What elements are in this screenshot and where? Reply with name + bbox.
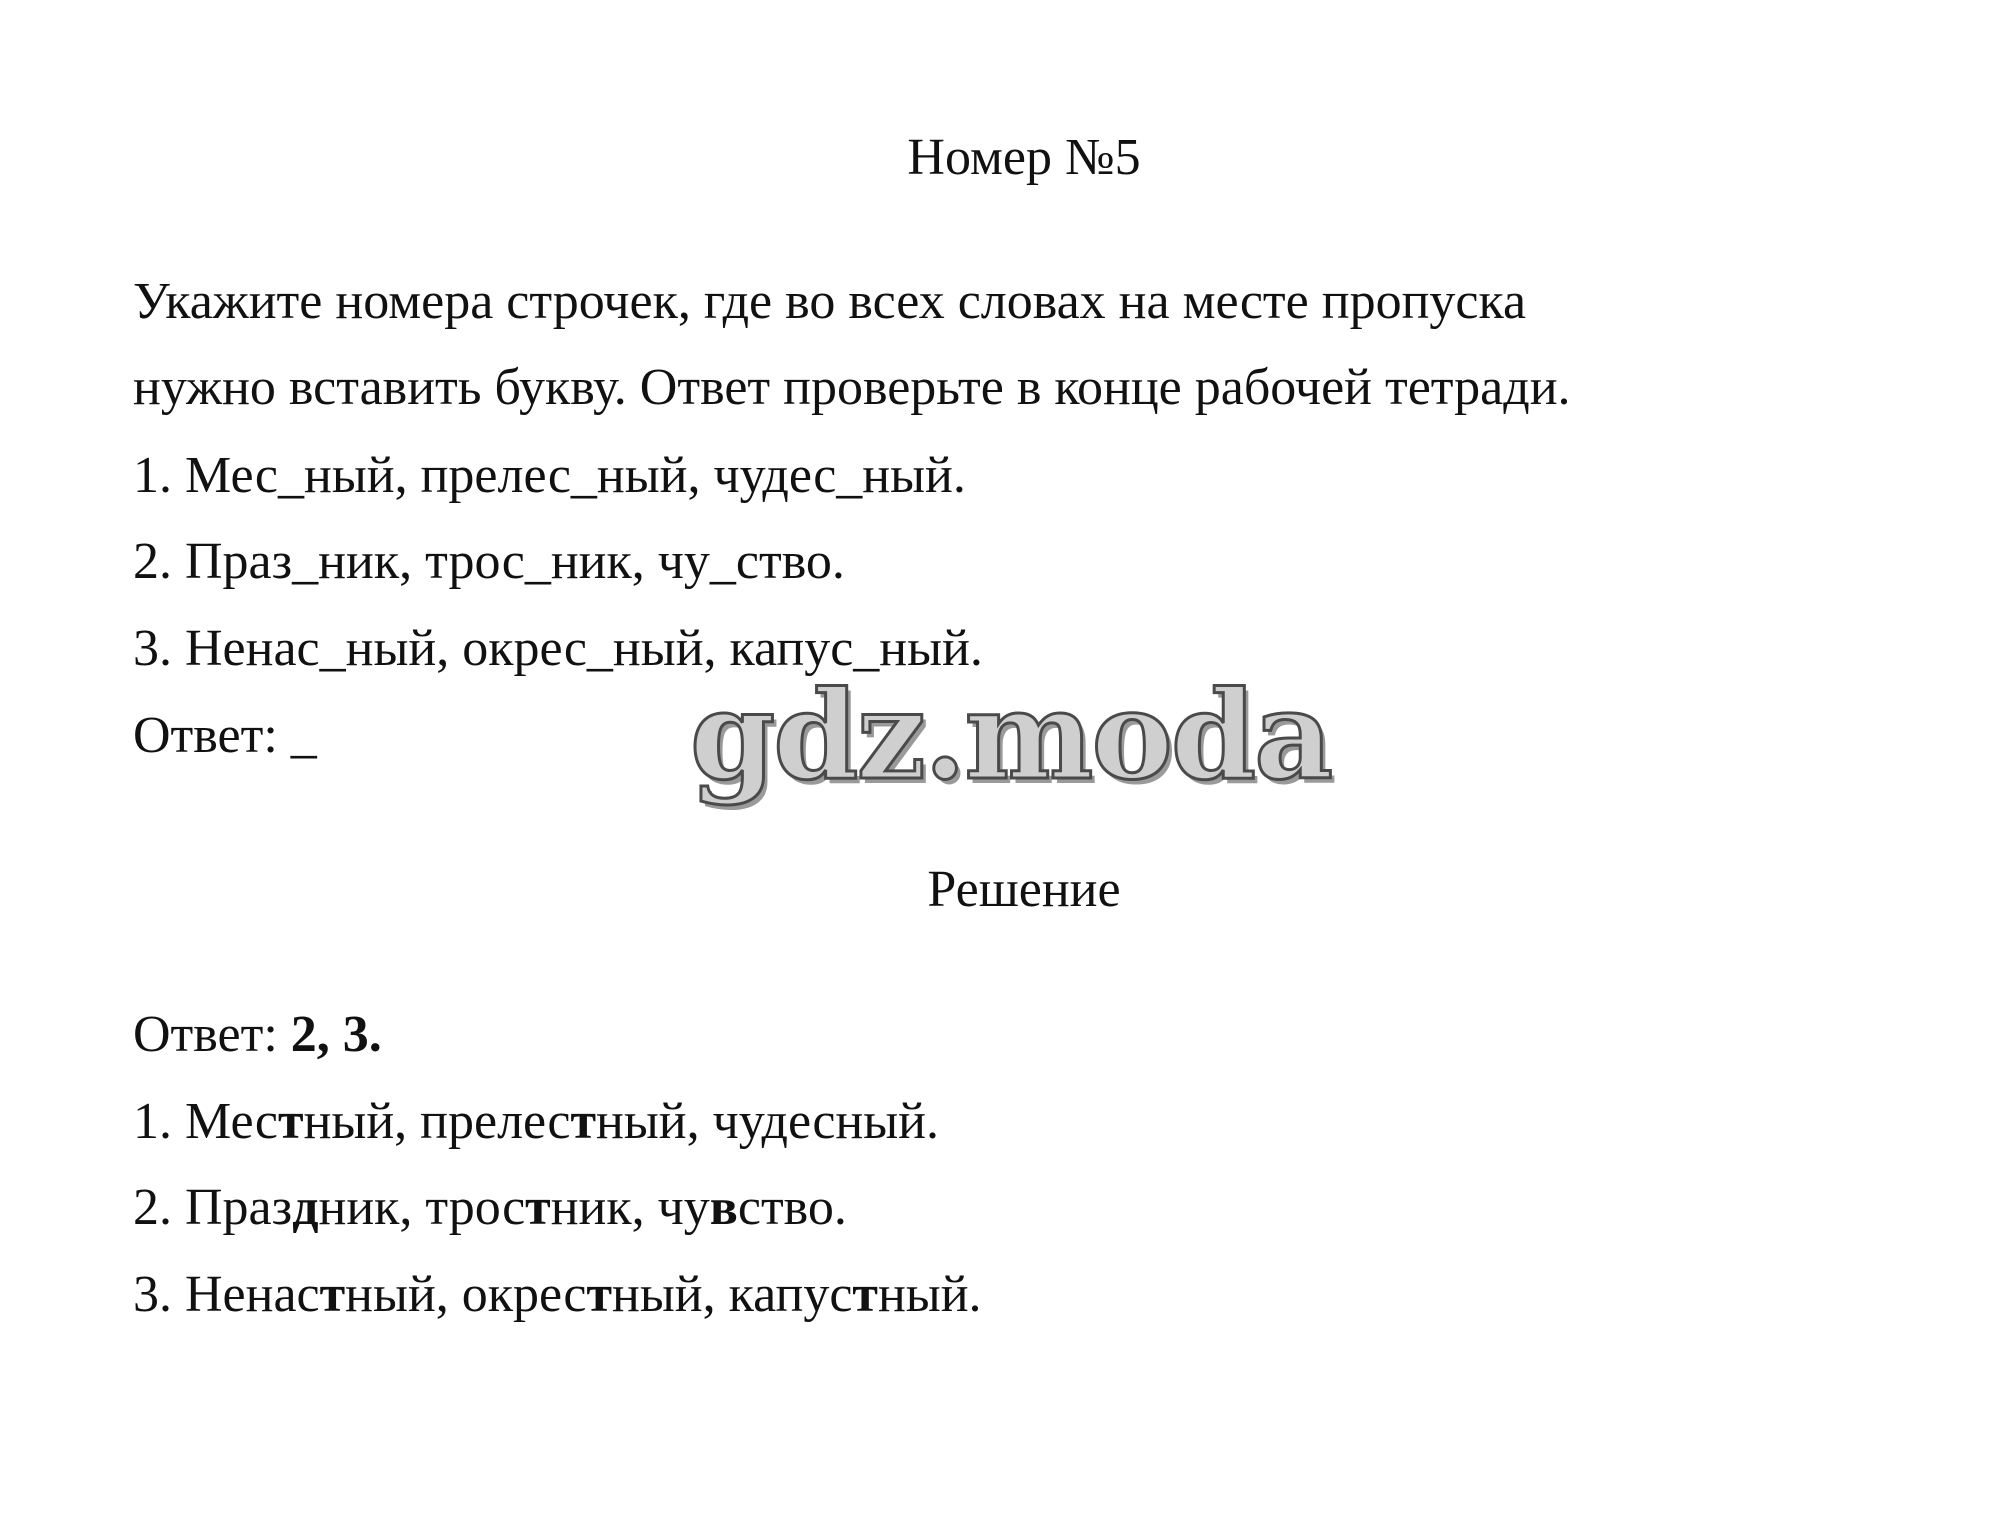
task-item-3: 3. Ненас_ный, окрес_ный, капус_ный.	[133, 620, 983, 677]
highlighted-letter: т	[852, 1266, 878, 1323]
task-item-2: 2. Праз_ник, трос_ник, чу_ство.	[133, 533, 845, 590]
solution-answer-label: Ответ:	[133, 1006, 291, 1063]
page-title: Номер №5	[907, 129, 1141, 186]
solution-line-3	[133, 1265, 982, 1325]
solution-text-segment: 2. Праз	[133, 1179, 293, 1236]
highlighted-letter: т	[525, 1179, 551, 1236]
highlighted-letter: т	[570, 1093, 597, 1150]
solution-line-1	[133, 1092, 939, 1152]
highlighted-letter: т	[586, 1266, 613, 1323]
solution-text-segment: ный, прелес	[303, 1093, 571, 1150]
highlighted-letter: в	[709, 1179, 738, 1236]
solution-text-segment: ный, окрес	[345, 1266, 587, 1323]
solution-text-segment: ник, трос	[318, 1179, 526, 1236]
solution-text-segment: ный.	[877, 1266, 982, 1323]
watermark-logo: gdz.moda	[690, 663, 1332, 807]
highlighted-letter: т	[278, 1093, 304, 1150]
solution-answer-value: 2, 3.	[290, 1006, 382, 1063]
solution-text-segment: 3. Ненас	[133, 1266, 320, 1323]
answer-blank: Ответ: _	[133, 707, 317, 764]
solution-heading: Решение	[927, 861, 1121, 918]
solution-text-segment: ный, капус	[612, 1266, 853, 1323]
task-item-1: 1. Мес_ный, прелес_ный, чудес_ный.	[133, 447, 966, 504]
task-text-line-2: нужно вставить букву. Ответ проверьте в конце рабочей тетради.	[133, 359, 1571, 416]
solution-text-segment: 1. Мес	[133, 1093, 279, 1150]
solution-text-segment: ный, чудесный.	[596, 1093, 939, 1150]
task-text-line-1: Укажите номера строчек, где во всех словах на месте пропуска	[133, 273, 1527, 330]
highlighted-letter: т	[319, 1266, 346, 1323]
solution-text-segment: ник, чу	[550, 1179, 710, 1236]
highlighted-letter: д	[292, 1179, 319, 1236]
solution-line-2	[133, 1178, 847, 1238]
solution-answer	[133, 1005, 382, 1065]
solution-text-segment: ство.	[737, 1179, 847, 1236]
